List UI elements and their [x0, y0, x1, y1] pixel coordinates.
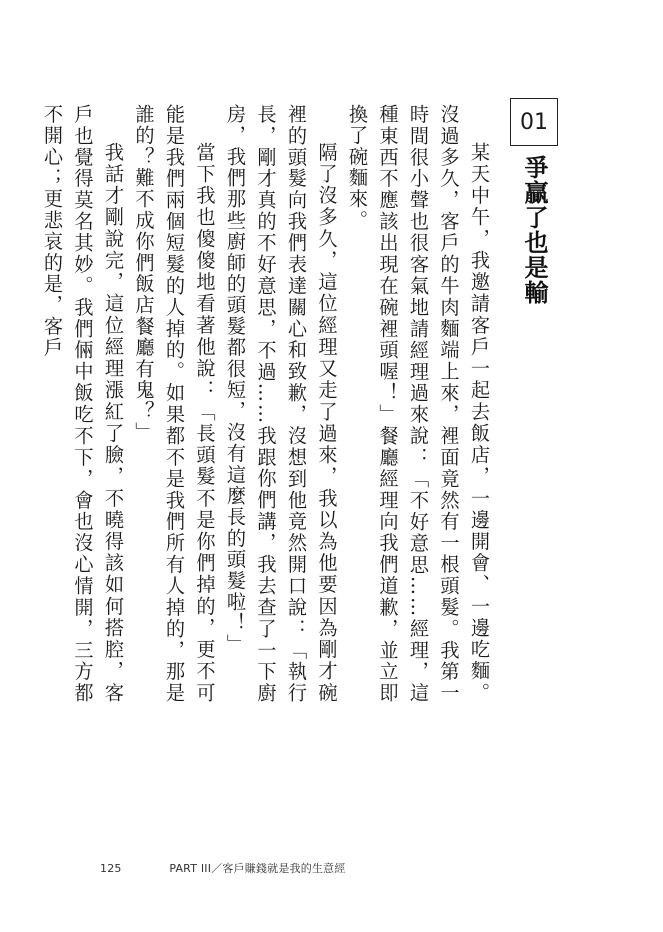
paragraph: 某天中午，我邀請客戶一起去飯店，一邊開會、一邊吃麵。沒過多久，客戶的牛肉麵端上來，裡面竟然有一根頭髮。我第一時間很小聲也很客氣地請經理過來說：「不好意思……經理，這種東西不應該出現在碗裡頭喔！」餐廳經理向我們道歉，並立即換了碗麵來。 — [346, 104, 491, 704]
running-head: PART III／客戶賺錢就是我的生意經 — [169, 862, 346, 875]
chapter-title: 爭贏了也是輸 — [520, 155, 548, 305]
page-number: 125 — [100, 862, 122, 875]
page-footer — [100, 860, 346, 876]
chapter-number: 01 — [520, 109, 548, 135]
chapter-number-box — [510, 98, 558, 146]
paragraph: 隔了沒多久，這位經理又走了過來，我以為他要因為剛才碗裡的頭髮向我們表達關心和致歉，沒想到他竟然開口說：「執行長，剛才真的不好意思，不過……我跟你們講，我去查了一下廚房，我們那些廚師的頭髮都很短，沒有這麼長的頭髮啦！」 — [224, 104, 339, 704]
body-text — [41, 104, 494, 704]
paragraph: 當下我也傻傻地看著他說：「長頭髮不是你們掉的，更不可能是我們兩個短髮的人掉的。如果都不是我們所有人掉的，那是誰的？難不成你們飯店餐廳有鬼？」 — [132, 104, 217, 704]
paragraph: 我話才剛說完，這位經理漲紅了臉，不曉得該如何搭腔，客戶也覺得莫名其妙。我們倆中飯吃不下，會也沒心情開，三方都不開心；更悲哀的是，客戶 — [41, 104, 125, 704]
